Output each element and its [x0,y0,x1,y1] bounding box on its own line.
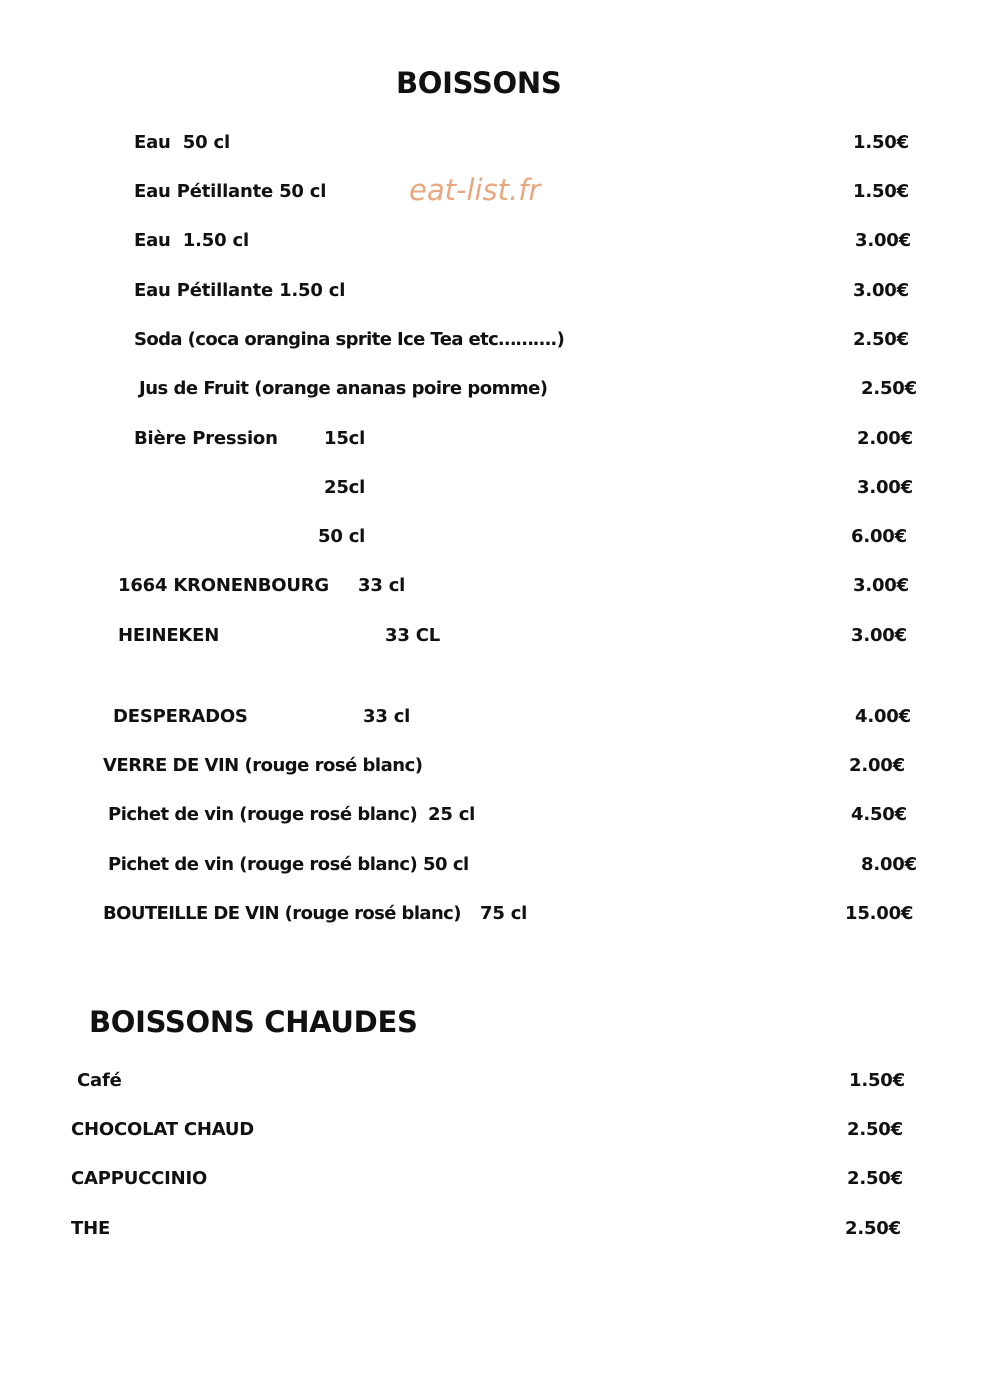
item-name: Eau Pétillante 50 cl [134,181,327,202]
item-name: Pichet de vin (rouge rosé blanc) 50 cl [108,854,469,875]
item-name: Bière Pression [134,428,278,449]
item-price: 3.00€ [857,477,913,498]
item-price: 1.50€ [853,132,909,153]
item-name: DESPERADOS [113,706,248,727]
item-name: CHOCOLAT CHAUD [71,1119,255,1140]
item-size: 25cl [324,477,366,498]
item-price: 15.00€ [845,903,914,924]
item-price: 3.00€ [853,575,909,596]
item-price: 3.00€ [853,280,909,301]
item-name: Pichet de vin (rouge rosé blanc) [108,804,418,825]
item-name: Eau Pétillante 1.50 cl [134,280,346,301]
item-size: 50 cl [318,526,366,547]
item-name: VERRE DE VIN (rouge rosé blanc) [103,755,423,776]
item-size: 33 cl [358,575,406,596]
item-name: BOUTEILLE DE VIN (rouge rosé blanc) [103,903,461,924]
item-name: 1664 KRONENBOURG [118,575,329,596]
item-price: 2.50€ [853,329,909,350]
item-price: 6.00€ [851,526,907,547]
item-size: 33 CL [385,625,440,646]
item-price: 2.50€ [847,1168,903,1189]
item-name: Café [77,1070,122,1091]
item-price: 8.00€ [861,854,917,875]
item-size: 25 cl [428,804,476,825]
item-name: Jus de Fruit (orange ananas poire pomme) [139,378,548,399]
item-name: Soda (coca orangina sprite Ice Tea etc……….) [134,329,565,350]
item-price: 2.50€ [861,378,917,399]
item-price: 3.00€ [851,625,907,646]
item-price: 2.00€ [849,755,905,776]
item-name: CAPPUCCINIO [71,1168,208,1189]
item-price: 3.00€ [855,230,911,251]
item-name: HEINEKEN [118,625,220,646]
item-price: 4.00€ [855,706,911,727]
item-name: Eau 50 cl [134,132,230,153]
watermark: eat-list.fr [409,173,541,207]
item-price: 2.00€ [857,428,913,449]
item-price: 1.50€ [853,181,909,202]
item-price: 4.50€ [851,804,907,825]
item-size: 75 cl [480,903,528,924]
item-name: Eau 1.50 cl [134,230,249,251]
item-size: 15cl [324,428,366,449]
item-price: 2.50€ [847,1119,903,1140]
section-title-boissons: BOISSONS [396,66,562,100]
section-title-boissons-chaudes: BOISSONS CHAUDES [89,1005,418,1039]
item-name: THE [71,1218,111,1239]
item-price: 1.50€ [849,1070,905,1091]
item-price: 2.50€ [845,1218,901,1239]
item-size: 33 cl [363,706,411,727]
